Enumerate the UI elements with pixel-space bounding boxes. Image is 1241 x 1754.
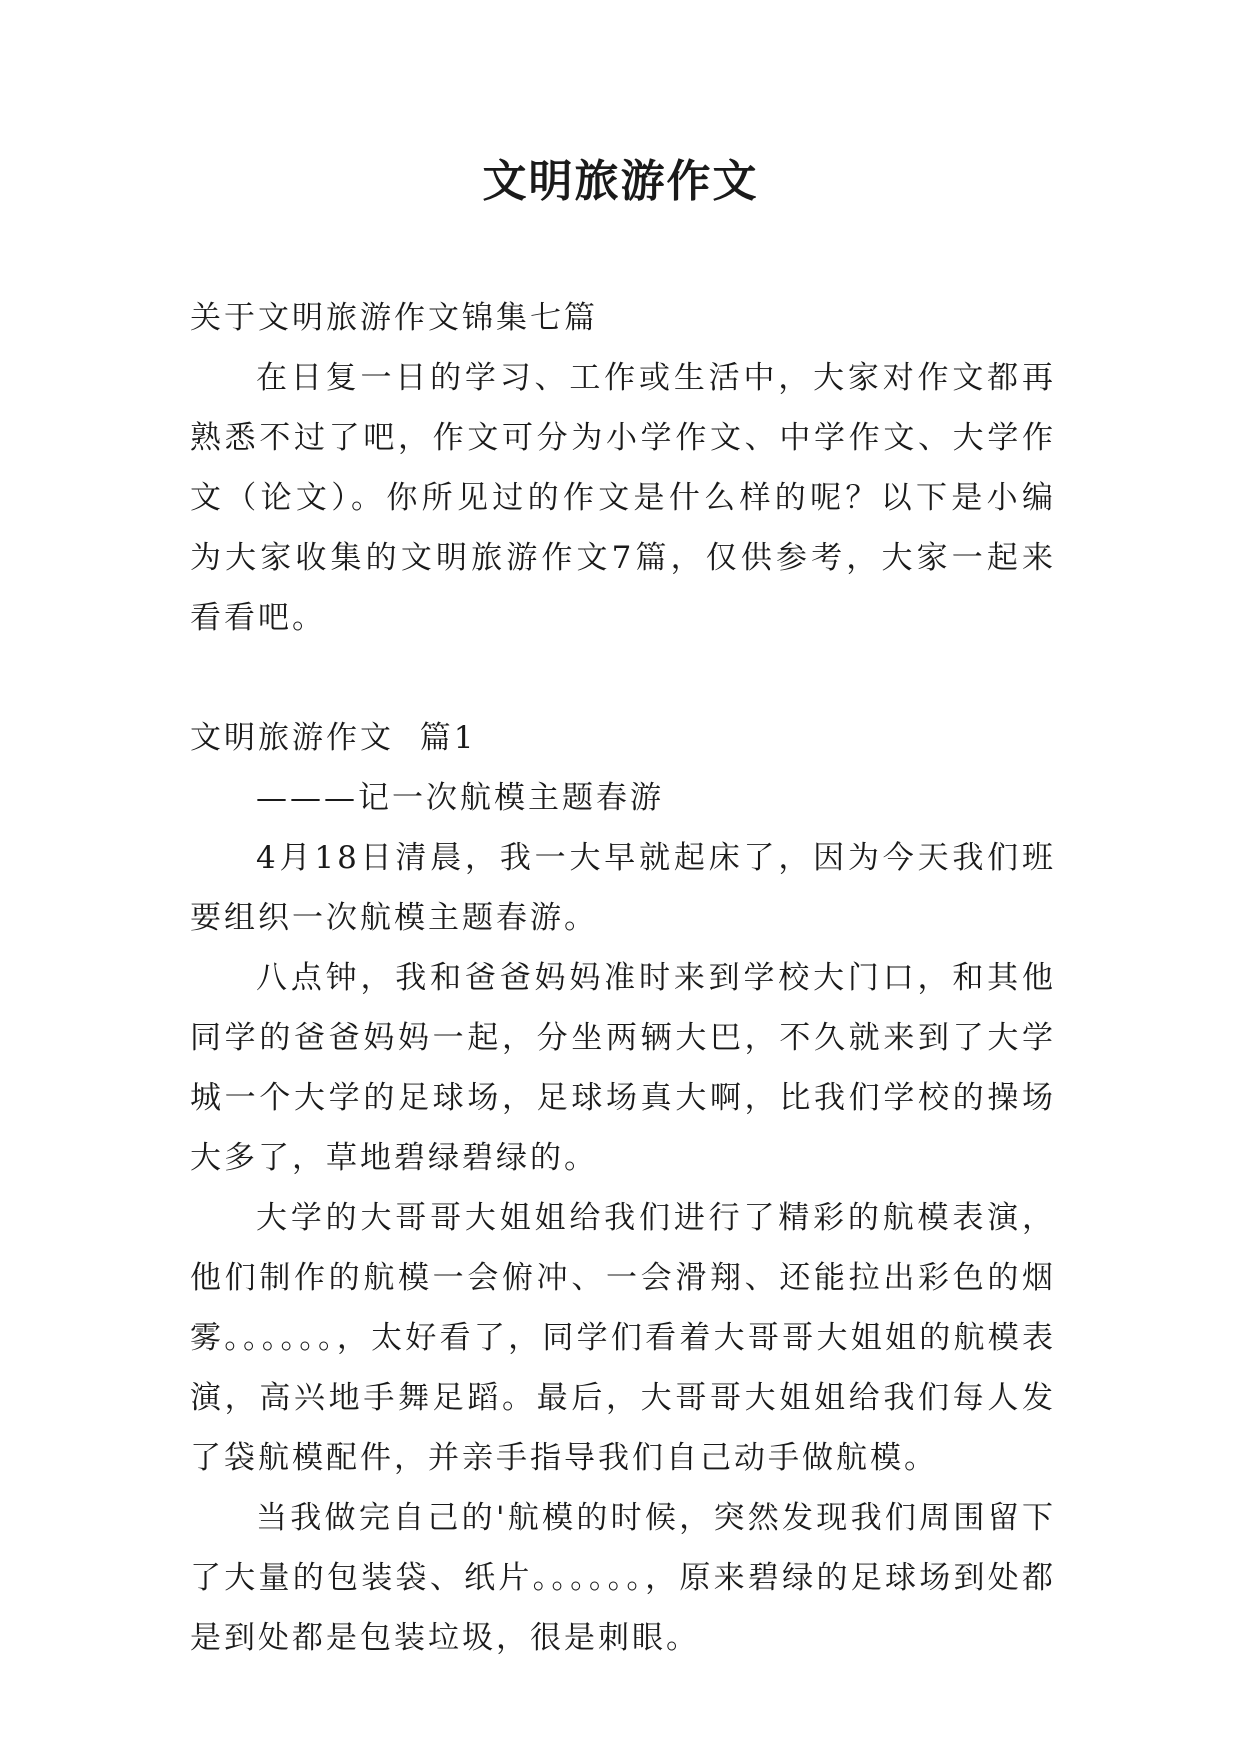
essay-paragraph: 当我做完自己的'航模的时候，突然发现我们周围留下了大量的包装袋、纸片。。。。。。，原来碧绿的足球场到处都是到处都是包装垃圾，很是刺眼。 xyxy=(190,1500,1056,1656)
essay-paragraph: 4月18日清晨，我一大早就起床了，因为今天我们班要组织一次航模主题春游。 xyxy=(190,840,1056,936)
essay-paragraph: 大学的大哥哥大姐姐给我们进行了精彩的航模表演，他们制作的航模一会俯冲、一会滑翔、还能拉出彩色的烟雾。。。。。。，太好看了，同学们看着大哥哥大姐姐的航模表演，高兴地手舞足蹈。最后，大哥哥大姐姐给我们每人发了袋航模配件，并亲手指导我们自己动手做航模。 xyxy=(190,1200,1056,1476)
document-body xyxy=(190,288,1056,1668)
section-spacer xyxy=(190,648,1056,708)
intro-heading: 关于文明旅游作文锦集七篇 xyxy=(190,300,598,336)
document-title: 文明旅游作文 xyxy=(482,156,759,207)
essay-subtitle: ———记一次航模主题春游 xyxy=(256,780,664,816)
essay-paragraph: 八点钟，我和爸爸妈妈准时来到学校大门口，和其他同学的爸爸妈妈一起，分坐两辆大巴，不久就来到了大学城一个大学的足球场，足球场真大啊，比我们学校的操场大多了，草地碧绿碧绿的。 xyxy=(190,960,1056,1176)
intro-paragraph: 在日复一日的学习、工作或生活中，大家对作文都再熟悉不过了吧，作文可分为小学作文、中学作文、大学作文（论文）。你所见过的作文是什么样的呢？以下是小编为大家收集的文明旅游作文7篇，仅供参考，大家一起来看看吧。 xyxy=(190,360,1056,636)
essay-heading: 文明旅游作文 篇1 xyxy=(190,720,477,756)
